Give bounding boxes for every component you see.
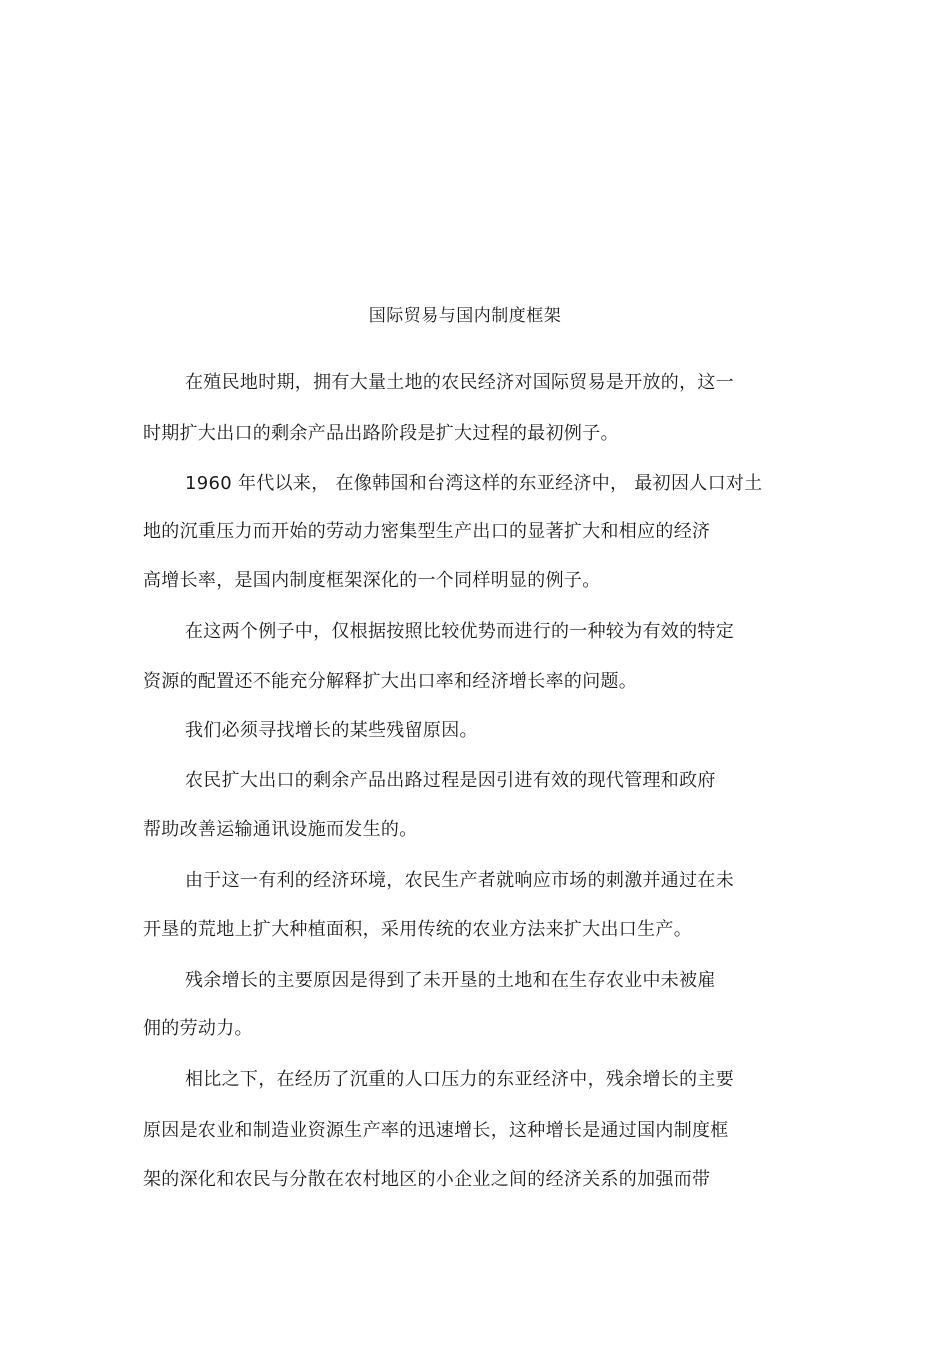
paragraph-line: 在这两个例子中，仅根据按照比较优势而进行的一种较为有效的特定 — [185, 621, 734, 642]
paragraph-line: 资源的配置还不能充分解释扩大出口率和经济增长率的问题。 — [143, 671, 638, 692]
document-title: 国际贸易与国内制度框架 — [368, 306, 562, 326]
paragraph-line: 我们必须寻找增长的某些残留原因。 — [185, 720, 478, 741]
paragraph-line: 帮助改善运输通讯设施而发生的。 — [143, 819, 418, 840]
paragraph-line: 1960 年代以来， 在像韩国和台湾这样的东亚经济中， 最初因人口对土 — [185, 473, 763, 494]
paragraph-line: 地的沉重压力而开始的劳动力密集型生产出口的显著扩大和相应的经济 — [143, 521, 711, 542]
paragraph-line: 架的深化和农民与分散在农村地区的小企业之间的经济关系的加强而带 — [143, 1169, 711, 1190]
paragraph-line: 在殖民地时期，拥有大量土地的农民经济对国际贸易是开放的，这一 — [185, 372, 734, 393]
paragraph-line: 开垦的荒地上扩大种植面积，采用传统的农业方法来扩大出口生产。 — [143, 919, 692, 940]
paragraph-line: 高增长率，是国内制度框架深化的一个同样明显的例子。 — [143, 570, 601, 591]
paragraph-line: 相比之下，在经历了沉重的人口压力的东亚经济中，残余增长的主要 — [185, 1069, 734, 1090]
paragraph-line: 原因是农业和制造业资源生产率的迅速增长，这种增长是通过国内制度框 — [143, 1120, 729, 1141]
paragraph-line: 农民扩大出口的剩余产品出路过程是因引进有效的现代管理和政府 — [185, 770, 716, 791]
paragraph-line: 由于这一有利的经济环境，农民生产者就响应市场的刺激并通过在未 — [185, 870, 734, 891]
paragraph-line: 残余增长的主要原因是得到了未开垦的土地和在生存农业中未被雇 — [185, 970, 716, 991]
paragraph-line: 时期扩大出口的剩余产品出路阶段是扩大过程的最初例子。 — [143, 423, 619, 444]
paragraph-line: 佣的劳动力。 — [143, 1018, 253, 1039]
